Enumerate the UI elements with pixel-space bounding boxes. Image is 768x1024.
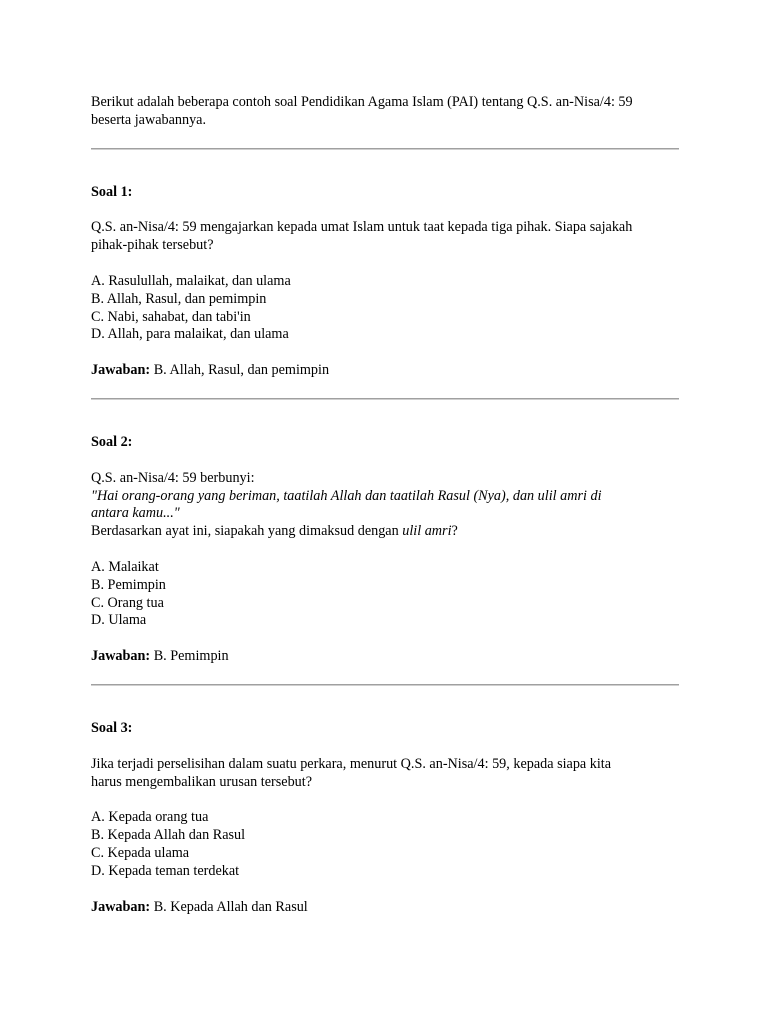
question-text xyxy=(91,219,681,255)
document-page xyxy=(91,94,681,934)
option-b: B. Pemimpin xyxy=(91,576,166,593)
option-c: C. Orang tua xyxy=(91,594,164,611)
question-line: pihak-pihak tersebut? xyxy=(91,237,214,254)
answer-line xyxy=(91,648,681,666)
question-prefix: Berdasarkan ayat ini, siapakah yang dimaksud dengan xyxy=(91,523,403,540)
answer-line xyxy=(91,899,681,917)
option-b: B. Kepada Allah dan Rasul xyxy=(91,827,246,844)
question-block-3 xyxy=(91,720,681,916)
option-d: D. Allah, para malaikat, dan ulama xyxy=(91,326,289,343)
option-b: B. Allah, Rasul, dan pemimpin xyxy=(91,290,267,307)
divider xyxy=(91,148,679,150)
question-line: harus mengembalikan urusan tersebut? xyxy=(91,773,313,790)
option-a: A. Kepada orang tua xyxy=(91,809,209,826)
question-text xyxy=(91,470,681,541)
option-c: C. Nabi, sahabat, dan tabi'in xyxy=(91,308,251,325)
option-a: A. Rasulullah, malaikat, dan ulama xyxy=(91,272,291,289)
answer-options xyxy=(91,273,681,344)
answer-options xyxy=(91,809,681,880)
question-intro: Q.S. an-Nisa/4: 59 berbunyi: xyxy=(91,469,255,486)
answer-value: B. Kepada Allah dan Rasul xyxy=(153,898,308,915)
intro-paragraph xyxy=(91,94,681,130)
verse-quote-line: antara kamu..." xyxy=(91,505,180,522)
verse-quote-line: "Hai orang-orang yang beriman, taatilah Allah dan taatilah Rasul (Nya), dan ulil amri di xyxy=(91,487,602,504)
option-d: D. Ulama xyxy=(91,612,147,629)
answer-line xyxy=(91,362,681,380)
intro-line-2: beserta jawabannya. xyxy=(91,111,207,128)
question-suffix: ? xyxy=(451,523,458,540)
question-title: Soal 1: xyxy=(91,183,133,200)
divider xyxy=(91,684,679,686)
answer-options xyxy=(91,559,681,630)
answer-label: Jawaban: xyxy=(91,648,151,665)
answer-label: Jawaban: xyxy=(91,898,151,915)
divider xyxy=(91,398,679,400)
option-d: D. Kepada teman terdekat xyxy=(91,862,240,879)
intro-line-1: Berikut adalah beberapa contoh soal Pendidikan Agama Islam (PAI) tentang Q.S. an-Nisa/4: 59 xyxy=(91,94,633,110)
question-line: Q.S. an-Nisa/4: 59 mengajarkan kepada umat Islam untuk taat kepada tiga pihak. Siapa sajakah xyxy=(91,219,633,236)
question-text xyxy=(91,756,681,792)
question-line: Jika terjadi perselisihan dalam suatu perkara, menurut Q.S. an-Nisa/4: 59, kepada siapa kita xyxy=(91,755,612,772)
question-title: Soal 2: xyxy=(91,433,133,450)
option-a: A. Malaikat xyxy=(91,558,159,575)
answer-label: Jawaban: xyxy=(91,362,151,379)
question-block-1 xyxy=(91,184,681,380)
option-c: C. Kepada ulama xyxy=(91,844,190,861)
question-block-2 xyxy=(91,434,681,666)
answer-value: B. Pemimpin xyxy=(153,648,229,665)
answer-value: B. Allah, Rasul, dan pemimpin xyxy=(153,362,330,379)
question-emphasis: ulil amri xyxy=(402,523,452,540)
question-title: Soal 3: xyxy=(91,719,133,736)
